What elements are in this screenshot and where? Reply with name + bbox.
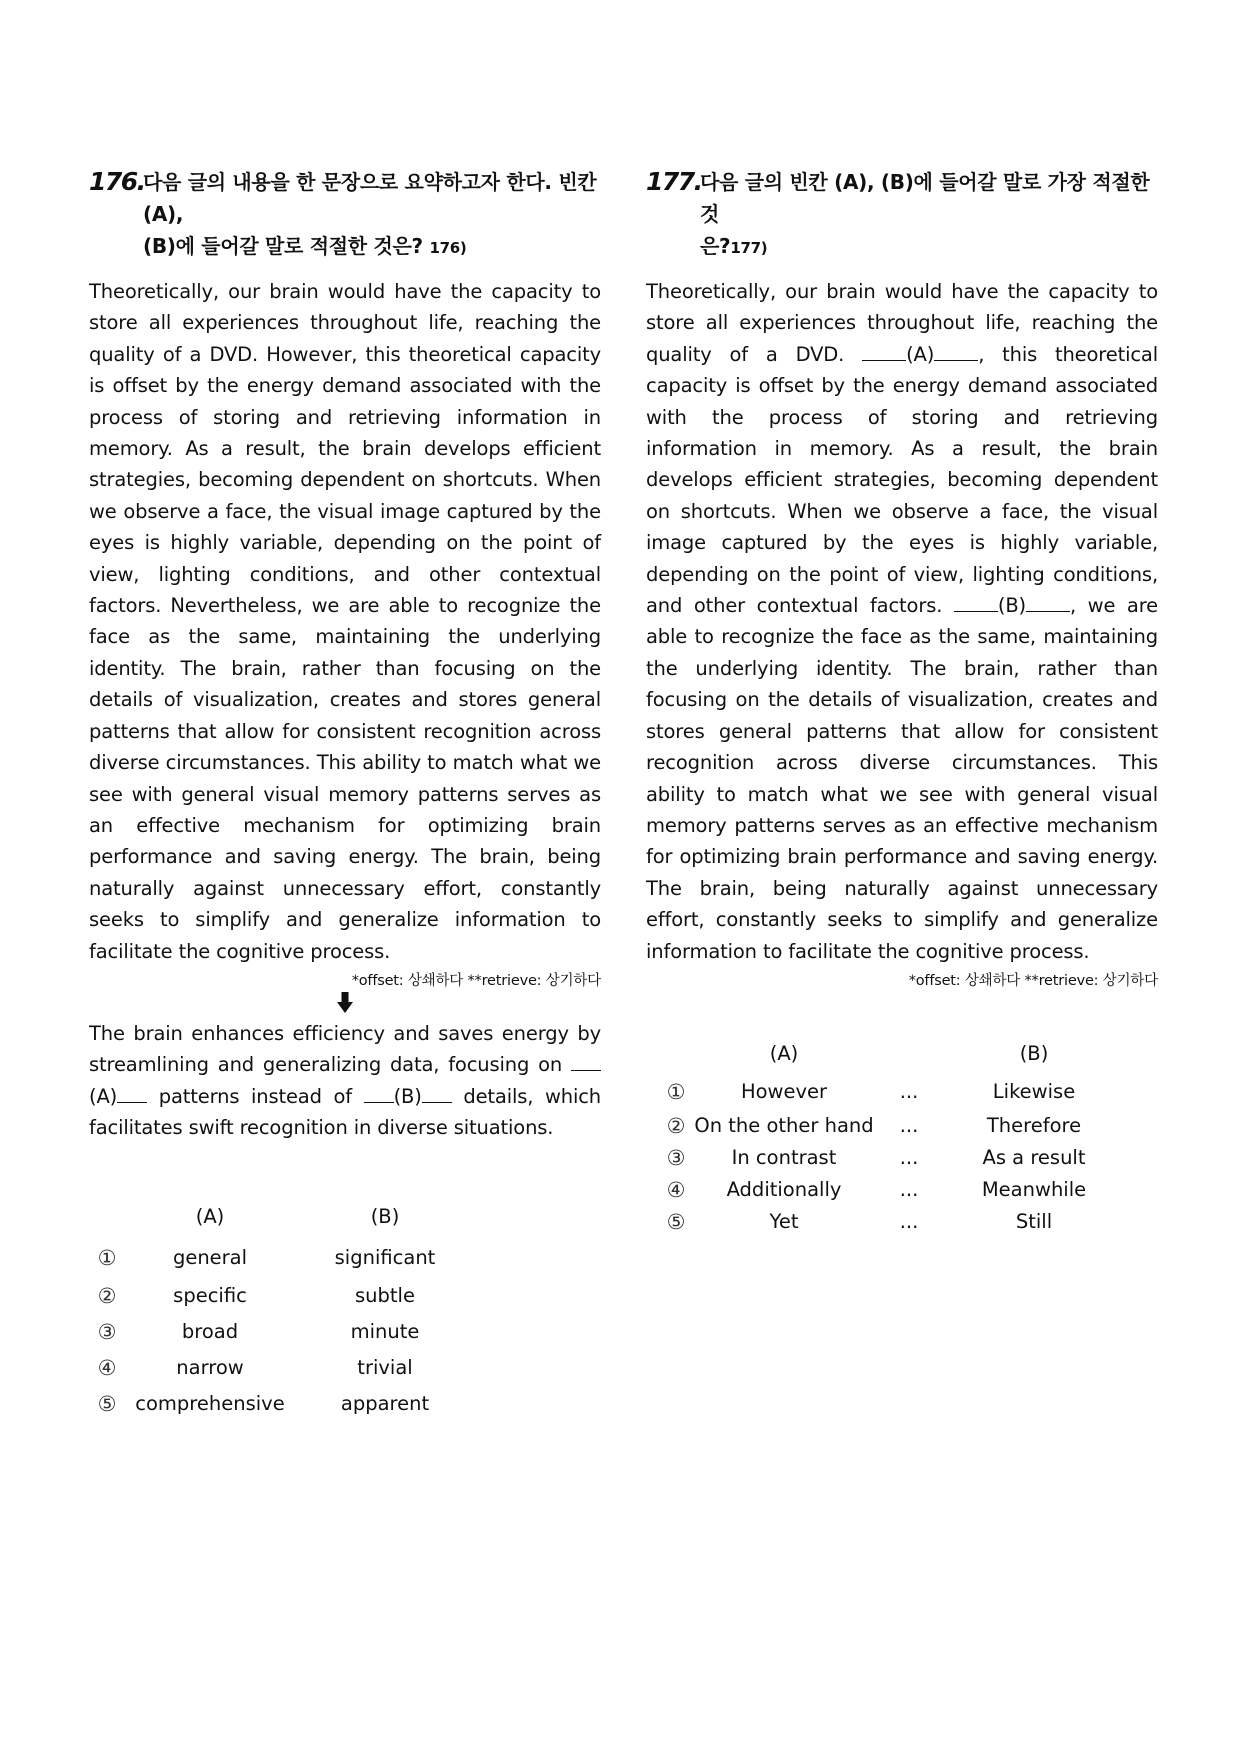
choice-b: Therefore: [986, 1114, 1082, 1138]
blank-line: [422, 1086, 452, 1103]
answer-choice[interactable]: [89, 1386, 475, 1422]
choice-number[interactable]: ②: [666, 1113, 686, 1138]
choice-b: significant: [334, 1246, 436, 1270]
blank-line: [117, 1086, 147, 1103]
blank-line: [364, 1086, 394, 1103]
answer-choice[interactable]: [89, 1278, 475, 1314]
blank-line: [934, 344, 978, 361]
answer-choice[interactable]: [89, 1314, 475, 1350]
arrow-down-icon: [89, 992, 601, 1018]
choice-a: comprehensive: [135, 1392, 285, 1416]
choice-b: Meanwhile: [981, 1178, 1087, 1202]
blank-b-label: (B): [393, 1084, 422, 1108]
choice-number[interactable]: ⑤: [97, 1391, 117, 1416]
question-prompt-line1: 다음 글의 내용을 한 문장으로 요약하고자 한다. 빈칸 (A),: [143, 170, 597, 226]
choice-a: general: [172, 1246, 248, 1270]
choice-separator: ...: [899, 1178, 919, 1202]
column-header-a: (A): [769, 1042, 799, 1066]
summary-sentence: [89, 1018, 601, 1144]
answer-choice[interactable]: [658, 1110, 1124, 1142]
choice-a: Yet: [769, 1210, 799, 1234]
choice-a: broad: [181, 1320, 239, 1344]
choice-separator: ...: [899, 1114, 919, 1138]
passage-segment: , this theoretical capacity is offset by the energy demand associated with the process of storing and retrieving information in memory. As a result, the brain develops efficient strategies, becoming dependent on shortcuts. When we observe a face, the visual image captured by the eyes is highly variable, depending on the point of view, lighting conditions, and other contextual factors.: [646, 342, 1158, 618]
question-prompt-line1: 다음 글의 빈칸 (A), (B)에 들어갈 말로 가장 적절한 것: [700, 170, 1150, 226]
vocab-note: *offset: 상쇄하다 **retrieve: 상기하다: [908, 972, 1158, 989]
column-header-b: (B): [370, 1205, 400, 1229]
summary-text: patterns instead of: [147, 1084, 364, 1108]
choice-b: Likewise: [992, 1080, 1076, 1104]
question-number: 176.: [89, 167, 145, 196]
question-number: 177.: [646, 167, 702, 196]
choice-number[interactable]: ⑤: [666, 1209, 686, 1234]
choice-a: In contrast: [731, 1146, 837, 1170]
footnote-ref: 177): [730, 239, 768, 257]
choice-b: subtle: [355, 1284, 415, 1308]
choice-a: narrow: [176, 1356, 244, 1380]
answer-choice[interactable]: [658, 1074, 1124, 1110]
choice-separator: ...: [899, 1080, 919, 1104]
choice-b: apparent: [340, 1392, 430, 1416]
choice-b: minute: [350, 1320, 420, 1344]
column-header-b: (B): [1019, 1042, 1049, 1066]
question-177-header: [646, 166, 1158, 264]
choice-number[interactable]: ④: [666, 1177, 686, 1202]
choice-number[interactable]: ①: [666, 1079, 686, 1104]
choice-b: trivial: [357, 1356, 413, 1380]
choice-number[interactable]: ③: [666, 1145, 686, 1170]
summary-text: details, which facilitates swift recognition in diverse situations.: [89, 1084, 602, 1140]
question-176: [89, 166, 601, 1422]
answer-choice[interactable]: [658, 1174, 1124, 1206]
passage-segment: Theoretically, our brain would have the capacity to store all experiences throughout life, reaching the quality of a DVD.: [646, 280, 1158, 366]
blank-line: [954, 595, 998, 612]
column-header-a: (A): [195, 1205, 225, 1229]
blank-a-label: (A): [906, 342, 935, 366]
answer-choice[interactable]: [658, 1206, 1124, 1238]
choice-number[interactable]: ①: [97, 1245, 117, 1270]
blank-a-label: (A): [89, 1084, 118, 1108]
choice-b: As a result: [982, 1146, 1086, 1170]
choice-separator: ...: [899, 1210, 919, 1234]
answer-choices-176: [89, 1196, 475, 1422]
choice-number[interactable]: ②: [97, 1283, 117, 1308]
question-177: [646, 166, 1158, 1238]
passage-text: [646, 276, 1158, 967]
vocab-note: *offset: 상쇄하다 **retrieve: 상기하다: [351, 972, 601, 989]
question-prompt-line2: 은?: [700, 234, 731, 258]
choice-separator: ...: [899, 1146, 919, 1170]
blank-line: [1026, 595, 1070, 612]
answer-choice[interactable]: [89, 1238, 475, 1278]
choice-a: On the other hand: [694, 1114, 874, 1138]
passage-text: Theoretically, our brain would have the capacity to store all experiences throughout life, reaching the quality of a DVD. However, this theoretical capacity is offset by the energy demand associated with the process of storing and retrieving information in memory. As a result, the brain develops efficient strategies, becoming dependent on shortcuts. When we observe a face, the visual image captured by the eyes is highly variable, depending on the point of view, lighting conditions, and other contextual factors. Nevertheless, we are able to recognize the face as the same, maintaining the underlying identity. The brain, rather than focusing on the details of visualization, creates and stores general patterns that allow for consistent recognition across diverse circumstances. This ability to match what we see with general visual memory patterns serves as an effective mechanism for optimizing brain performance and saving energy. The brain, being naturally against unnecessary effort, constantly seeks to simplify and generalize information to facilitate the cognitive process.: [89, 280, 601, 963]
choice-a: However: [740, 1080, 828, 1104]
passage-segment: , we are able to recognize the face as the same, maintaining the underlying identity. The brain, rather than focusing on the details of visualization, creates and stores general patterns that allow for consistent recognition across diverse circumstances. This ability to match what we see with general visual memory patterns serves as an effective mechanism for optimizing brain performance and saving energy. The brain, being naturally against unnecessary effort, constantly seeks to simplify and generalize information to facilitate the cognitive process.: [646, 594, 1158, 963]
blank-line: [862, 344, 906, 361]
choice-number[interactable]: ③: [97, 1319, 117, 1344]
choice-number[interactable]: ④: [97, 1355, 117, 1380]
choice-b: Still: [1015, 1210, 1053, 1234]
blank-b-label: (B): [997, 594, 1027, 618]
summary-text: The brain enhances efficiency and saves energy by streamlining and generalizing data, focusing on: [89, 1021, 601, 1077]
answer-choice[interactable]: [658, 1142, 1124, 1174]
answer-choices-177: [658, 1034, 1124, 1238]
footnote-ref: 176): [429, 239, 467, 257]
answer-choice[interactable]: [89, 1350, 475, 1386]
question-176-header: [89, 166, 601, 264]
choice-a: specific: [173, 1284, 247, 1308]
choice-a: Additionally: [726, 1178, 842, 1202]
question-prompt-line2: (B)에 들어갈 말로 적절한 것은?: [143, 234, 423, 258]
blank-line: [571, 1054, 601, 1071]
